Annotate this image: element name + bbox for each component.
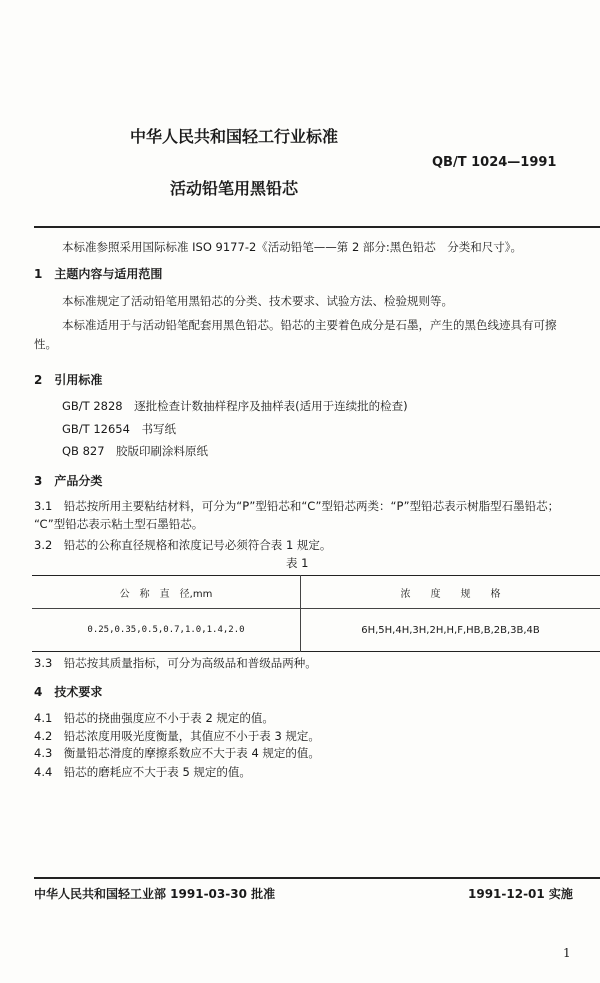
paragraph: 本标准适用于与活动铅笔配套用黑色铅芯。铅芯的主要着色成分是石墨，产生的黑色线迹具有可擦 bbox=[62, 318, 557, 332]
clause-4-2: 4.2 铅芯浓度用吸光度衡量，其值应不小于表 3 规定。 bbox=[34, 729, 320, 743]
approval-date: 中华人民共和国轻工业部 1991-03-30 批准 bbox=[34, 887, 276, 901]
table-row bbox=[32, 609, 600, 652]
reference-item: GB/T 12654 书写纸 bbox=[62, 422, 176, 436]
intro-text: 本标准参照采用国际标准 ISO 9177-2《活动铅笔——第 2 部分:黑色铅芯 分类和尺寸》。 bbox=[62, 240, 523, 254]
table-cell: 0.25,0.35,0.5,0.7,1.0,1.4,2.0 bbox=[32, 609, 301, 652]
header-rule bbox=[34, 226, 600, 228]
section-2-heading: 2 引用标准 bbox=[34, 373, 103, 387]
page-number: 1 bbox=[563, 946, 571, 960]
footer-rule bbox=[34, 877, 600, 879]
clause-3-2: 3.2 铅芯的公称直径规格和浓度记号必须符合表 1 规定。 bbox=[34, 538, 332, 552]
table-header: 公 称 直 径,mm bbox=[32, 576, 301, 609]
paragraph: 本标准规定了活动铅笔用黑铅芯的分类、技术要求、试验方法、检验规则等。 bbox=[62, 294, 453, 308]
clause-4-1: 4.1 铅芯的挠曲强度应不小于表 2 规定的值。 bbox=[34, 711, 274, 725]
section-4-heading: 4 技术要求 bbox=[34, 685, 103, 699]
table-1 bbox=[32, 575, 600, 652]
table-caption: 表 1 bbox=[286, 556, 309, 570]
clause-3-1: 3.1 铅芯按所用主要粘结材料，可分为“P”型铅芯和“C”型铅芯两类：“P”型铅芯表示树脂型石墨铅芯； bbox=[34, 499, 560, 513]
clause-3-1-cont: “C”型铅芯表示粘土型石墨铅芯。 bbox=[34, 517, 204, 531]
reference-item: QB 827 胶版印刷涂料原纸 bbox=[62, 444, 209, 458]
section-3-heading: 3 产品分类 bbox=[34, 474, 103, 488]
clause-4-4: 4.4 铅芯的磨耗应不大于表 5 规定的值。 bbox=[34, 765, 251, 779]
reference-item: GB/T 2828 逐批检查计数抽样程序及抽样表(适用于连续批的检查) bbox=[62, 399, 408, 413]
section-1-heading: 1 主题内容与适用范围 bbox=[34, 267, 163, 281]
clause-3-3: 3.3 铅芯按其质量指标，可分为高级品和普级品两种。 bbox=[34, 656, 317, 670]
clause-4-3: 4.3 衡量铅芯滑度的摩擦系数应不大于表 4 规定的值。 bbox=[34, 746, 320, 760]
org-title: 中华人民共和国轻工行业标准 bbox=[130, 127, 339, 146]
document-title: 活动铅笔用黑铅芯 bbox=[170, 179, 299, 198]
standard-number: QB/T 1024—1991 bbox=[432, 155, 557, 170]
table-header: 浓 度 规 格 bbox=[400, 588, 501, 600]
paragraph: 性。 bbox=[34, 337, 57, 351]
table-cell: 6H,5H,4H,3H,2H,H,F,HB,B,2B,3B,4B bbox=[361, 624, 540, 636]
effective-date: 1991-12-01 实施 bbox=[468, 887, 573, 901]
